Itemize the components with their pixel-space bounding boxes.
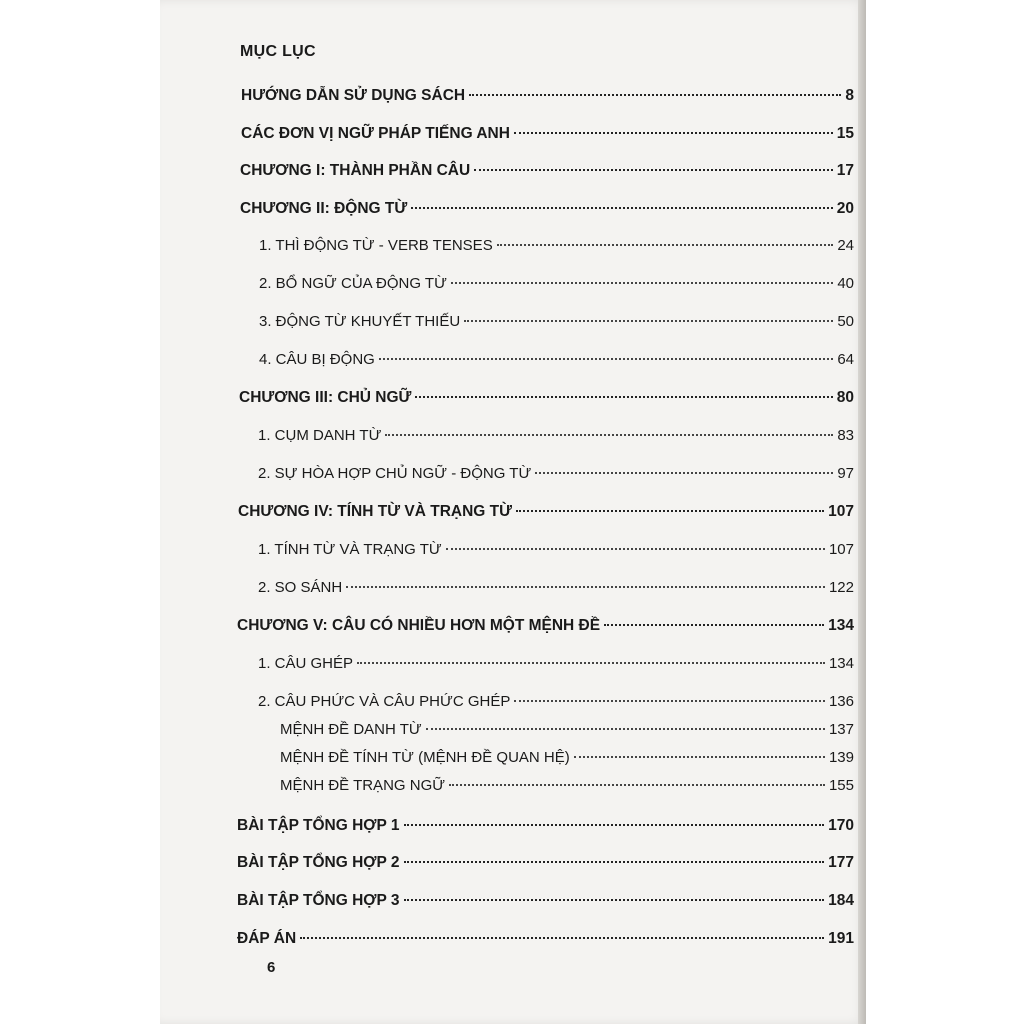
leader-dots [404,824,825,826]
toc-entry[interactable] [258,464,854,484]
toc-entry-label: 2. SO SÁNH [258,579,343,596]
toc-entry[interactable] [241,124,854,144]
toc-entry[interactable] [239,388,854,408]
toc-entry-label: CHƯƠNG IV: TÍNH TỪ VÀ TRẠNG TỪ [238,503,512,520]
toc-entry[interactable] [258,654,854,674]
toc-entry-label: BÀI TẬP TỔNG HỢP 1 [237,817,400,834]
toc-entry[interactable] [238,502,854,522]
toc-entry-page: 177 [828,854,854,871]
toc-entry-page: 134 [828,617,854,634]
toc-entry-label: 2. SỰ HÒA HỢP CHỦ NGỮ - ĐỘNG TỪ [258,465,532,482]
toc-entry[interactable] [237,616,854,636]
leader-dots [474,169,833,171]
toc-entry-label: 1. CÂU GHÉP [258,655,354,672]
toc-entry[interactable] [280,776,854,796]
toc-entry-page: 136 [828,693,854,710]
toc-entry-label: CHƯƠNG V: CÂU CÓ NHIỀU HƠN MỘT MỆNH ĐỀ [237,617,601,634]
toc-entry-label: ĐÁP ÁN [237,930,297,947]
toc-entry-label: 1. THÌ ĐỘNG TỪ - VERB TENSES [259,237,493,254]
toc-entry-page: 50 [837,313,854,330]
toc-entry-label: CHƯƠNG II: ĐỘNG TỪ [240,200,408,217]
leader-dots [514,700,825,702]
page-edge [858,0,866,1024]
toc-entry-label: 1. CỤM DANH TỪ [258,427,382,444]
toc-entry-page: 155 [828,777,854,794]
toc-entry-page: 107 [828,541,854,558]
toc-entry-label: 2. CÂU PHỨC VÀ CÂU PHỨC GHÉP [258,693,511,710]
toc-entry-page: 17 [836,162,854,179]
toc-entry-label: MỆNH ĐỀ TRẠNG NGỮ [280,777,446,794]
leader-dots [379,358,833,360]
toc-entry-label: 3. ĐỘNG TỪ KHUYẾT THIẾU [259,313,461,330]
leader-dots [497,244,834,246]
toc-entry-page: 83 [837,427,854,444]
toc-entry-page: 137 [828,721,854,738]
toc-entry-label: 4. CÂU BỊ ĐỘNG [259,351,375,368]
page-number: 6 [267,959,276,976]
toc-entry-page: 107 [828,503,854,520]
leader-dots [404,861,825,863]
toc-entry-page: 15 [836,125,854,142]
toc-entry-page: 20 [836,200,854,217]
toc-entry[interactable] [237,816,854,836]
leader-dots [514,132,833,134]
toc-entry-label: 2. BỔ NGỮ CỦA ĐỘNG TỪ [259,275,447,292]
toc-entry[interactable] [241,86,854,106]
toc-entry-page: 8 [845,87,854,104]
leader-dots [346,586,825,588]
toc-entry-page: 80 [836,389,854,406]
leader-dots [469,94,841,96]
leader-dots [464,320,833,322]
leader-dots [451,282,833,284]
toc-entry[interactable] [259,236,854,256]
leader-dots [446,548,825,550]
toc-entry-label: BÀI TẬP TỔNG HỢP 2 [237,854,400,871]
toc-entry-page: 40 [837,275,854,292]
toc-entry-page: 24 [837,237,854,254]
leader-dots [604,624,824,626]
toc-entry-label: CHƯƠNG I: THÀNH PHẦN CÂU [240,162,471,179]
toc-entry-page: 170 [828,817,854,834]
toc-entry[interactable] [258,692,854,712]
toc-entry-label: BÀI TẬP TỔNG HỢP 3 [237,892,400,909]
toc-entry-page: 64 [837,351,854,368]
toc-entry[interactable] [237,853,854,873]
toc-entry-label: 1. TÍNH TỪ VÀ TRẠNG TỪ [258,541,442,558]
leader-dots [426,728,825,730]
toc-entry[interactable] [240,161,854,181]
toc-entry-page: 191 [828,930,854,947]
toc-entry[interactable] [259,350,854,370]
toc-entry[interactable] [280,720,854,740]
toc-entry[interactable] [258,578,854,598]
toc-entry-label: MỆNH ĐỀ DANH TỪ [280,721,422,738]
leader-dots [300,937,824,939]
toc-entry-page: 134 [828,655,854,672]
toc-title: MỤC LỤC [240,43,316,60]
toc-entry-label: HƯỚNG DẪN SỬ DỤNG SÁCH [241,87,466,104]
leader-dots [411,207,833,209]
toc-entry-page: 139 [828,749,854,766]
toc-entry[interactable] [258,540,854,560]
toc-entry-page: 184 [828,892,854,909]
toc-entry[interactable] [280,748,854,768]
toc-entry-label: MỆNH ĐỀ TÍNH TỪ (MỆNH ĐỀ QUAN HỆ) [280,749,570,766]
leader-dots [415,396,832,398]
leader-dots [535,472,833,474]
toc-entry[interactable] [259,274,854,294]
leader-dots [357,662,825,664]
toc-entry-page: 97 [837,465,854,482]
leader-dots [404,899,825,901]
toc-entry-label: CÁC ĐƠN VỊ NGỮ PHÁP TIẾNG ANH [241,125,510,142]
leader-dots [574,756,825,758]
leader-dots [449,784,825,786]
toc-entry[interactable] [237,891,854,911]
toc-entry[interactable] [240,199,854,219]
toc-entry[interactable] [258,426,854,446]
toc-entry-label: CHƯƠNG III: CHỦ NGỮ [239,389,412,406]
leader-dots [385,434,833,436]
toc-entry-page: 122 [828,579,854,596]
leader-dots [516,510,824,512]
toc-entry[interactable] [259,312,854,332]
toc-entry[interactable] [237,929,854,949]
